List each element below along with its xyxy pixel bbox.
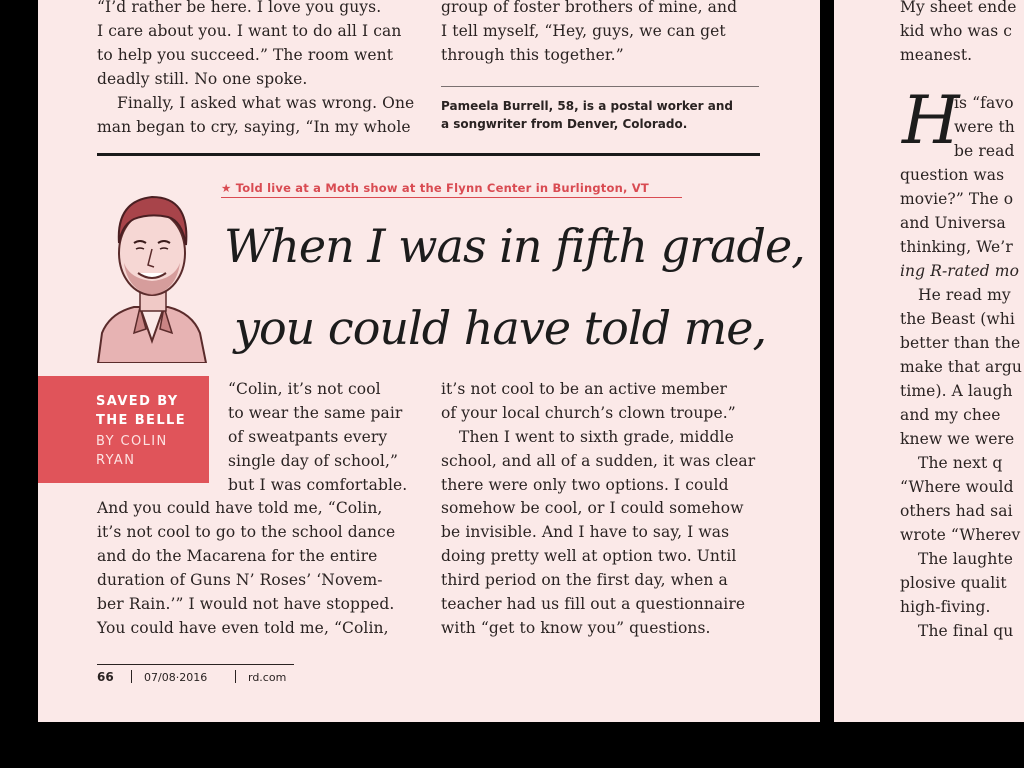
right-magazine-page bbox=[834, 0, 1024, 722]
body-text-line: plosive qualit bbox=[900, 574, 1007, 592]
story-text-line: ber Rain.’” I would not have stopped. bbox=[97, 595, 395, 613]
body-text-line: the Beast (whi bbox=[900, 310, 1015, 328]
story-text-line: of your local church’s clown troupe.” bbox=[441, 404, 736, 422]
author-portrait-illustration bbox=[88, 183, 212, 363]
story-text-line: doing pretty well at option two. Until bbox=[441, 547, 737, 565]
section-divider bbox=[97, 153, 760, 156]
badge-byline-line: RYAN bbox=[96, 453, 136, 468]
story-text-line: with “get to know you” questions. bbox=[441, 619, 711, 637]
issue-date: 07/08·2016 bbox=[144, 671, 208, 684]
event-tagline: ★ Told live at a Moth show at the Flynn Center in Burlington, VT bbox=[221, 181, 649, 195]
story-text-line: single day of school,” bbox=[228, 452, 399, 470]
badge-byline-line: BY COLIN bbox=[96, 434, 168, 449]
story-text-line: Then I went to sixth grade, middle bbox=[459, 428, 734, 446]
drop-cap: H bbox=[902, 82, 960, 159]
badge-title-line: SAVED BY bbox=[96, 394, 179, 409]
body-text-line: question was bbox=[900, 166, 1005, 184]
story-text-line: teacher had us fill out a questionnaire bbox=[441, 595, 746, 613]
body-text-line: Finally, I asked what was wrong. One bbox=[117, 94, 415, 112]
author-bio-line: a songwriter from Denver, Colorado. bbox=[441, 117, 688, 131]
body-text-line: better than the bbox=[900, 334, 1021, 352]
body-text-line: The final qu bbox=[918, 622, 1014, 640]
body-text-line: were th bbox=[954, 118, 1015, 136]
bio-divider bbox=[441, 86, 759, 87]
body-text-line: “I’d rather be here. I love you guys. bbox=[97, 0, 382, 16]
body-text-line: be read bbox=[954, 142, 1015, 160]
body-text-line: group of foster brothers of mine, and bbox=[441, 0, 738, 16]
body-text-line: others had sai bbox=[900, 502, 1013, 520]
headline-line: When I was in fifth grade, bbox=[224, 219, 805, 273]
body-text-line: meanest. bbox=[900, 46, 973, 64]
story-text-line: duration of Guns N’ Roses’ ‘Novem- bbox=[97, 571, 383, 589]
tagline-underline bbox=[221, 197, 682, 198]
body-text-line: The next q bbox=[918, 454, 1003, 472]
story-text-line: it’s not cool to go to the school dance bbox=[97, 523, 396, 541]
body-text-line: My sheet ende bbox=[900, 0, 1017, 16]
badge-title bbox=[96, 392, 186, 430]
body-text-line: The laughte bbox=[918, 550, 1014, 568]
footer-separator bbox=[131, 670, 132, 683]
body-text-line: is “favo bbox=[954, 94, 1014, 112]
story-text-line: somehow be cool, or I could somehow bbox=[441, 499, 744, 517]
story-text-line: of sweatpants every bbox=[228, 428, 388, 446]
body-text-line: I tell myself, “Hey, guys, we can get bbox=[441, 22, 726, 40]
footer-rule bbox=[97, 664, 294, 665]
body-text-line: high-fiving. bbox=[900, 598, 991, 616]
footer-separator bbox=[235, 670, 236, 683]
body-text-line: and Universa bbox=[900, 214, 1006, 232]
body-text-line: “Where would bbox=[900, 478, 1014, 496]
story-text-line: and do the Macarena for the entire bbox=[97, 547, 378, 565]
body-text-line: and my chee bbox=[900, 406, 1001, 424]
body-text-line: He read my bbox=[918, 286, 1011, 304]
story-text-line: You could have even told me, “Colin, bbox=[97, 619, 389, 637]
story-text-line: And you could have told me, “Colin, bbox=[97, 499, 383, 517]
body-text-line: man began to cry, saying, “In my whole bbox=[97, 118, 411, 136]
headline-line: you could have told me, bbox=[234, 301, 767, 355]
page-number: 66 bbox=[97, 670, 114, 684]
body-text-line: time). A laugh bbox=[900, 382, 1013, 400]
story-text-line: there were only two options. I could bbox=[441, 476, 729, 494]
badge-byline bbox=[96, 432, 168, 470]
story-text-line: to wear the same pair bbox=[228, 404, 403, 422]
body-text-line: knew we were bbox=[900, 430, 1015, 448]
body-text-line: deadly still. No one spoke. bbox=[97, 70, 308, 88]
left-magazine-page bbox=[38, 0, 820, 722]
body-text-line: to help you succeed.” The room went bbox=[97, 46, 394, 64]
story-title-badge bbox=[38, 376, 209, 483]
story-text-line: school, and all of a sudden, it was clear bbox=[441, 452, 756, 470]
story-text-line: “Colin, it’s not cool bbox=[228, 380, 381, 398]
story-text-line: it’s not cool to be an active member bbox=[441, 380, 727, 398]
author-bio-line: Pameela Burrell, 58, is a postal worker and bbox=[441, 99, 733, 113]
body-text-line: make that argu bbox=[900, 358, 1022, 376]
body-text-line: wrote “Wherev bbox=[900, 526, 1021, 544]
story-text-line: but I was comfortable. bbox=[228, 476, 408, 494]
author-bio bbox=[441, 97, 733, 133]
badge-title-line: THE BELLE bbox=[96, 413, 186, 428]
body-text-line: ing R-rated mo bbox=[900, 262, 1020, 280]
story-text-line: be invisible. And I have to say, I was bbox=[441, 523, 730, 541]
body-text-line: movie?” The o bbox=[900, 190, 1014, 208]
site-url: rd.com bbox=[248, 671, 287, 684]
story-text-line: third period on the first day, when a bbox=[441, 571, 728, 589]
body-text-line: thinking, We’r bbox=[900, 238, 1013, 256]
body-text-line: I care about you. I want to do all I can bbox=[97, 22, 402, 40]
body-text-line: through this together.” bbox=[441, 46, 624, 64]
body-text-line: kid who was c bbox=[900, 22, 1013, 40]
